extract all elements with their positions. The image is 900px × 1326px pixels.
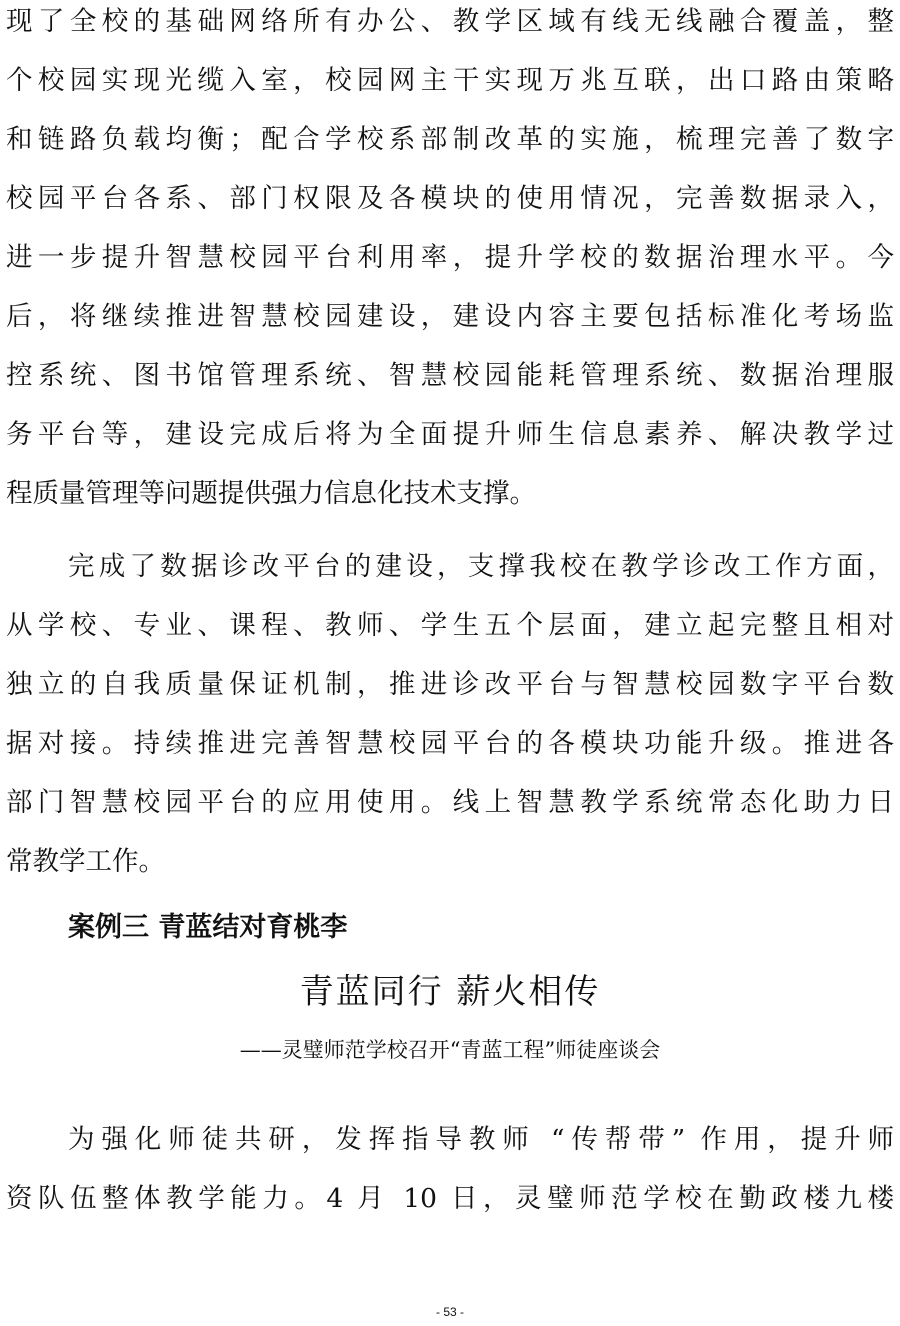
text-line: 进一步提升智慧校园平台利用率，提升学校的数据治理水平。今 bbox=[6, 242, 894, 273]
text-line: 个校园实现光缆入室，校园网主干实现万兆互联，出口路由策略 bbox=[6, 65, 894, 96]
text-line: 务平台等，建设完成后将为全面提升师生信息素养、解决教学过 bbox=[6, 419, 894, 450]
text-line: 后，将继续推进智慧校园建设，建设内容主要包括标准化考场监 bbox=[6, 301, 894, 332]
text-line: 程质量管理等问题提供强力信息化技术支撑。 bbox=[6, 478, 536, 509]
text-line: 现了全校的基础网络所有办公、教学区域有线无线融合覆盖，整 bbox=[6, 6, 894, 37]
text-line: 部门智慧校园平台的应用使用。线上智慧教学系统常态化助力日 bbox=[6, 787, 894, 818]
text-line: 据对接。持续推进完善智慧校园平台的各模块功能升级。推进各 bbox=[6, 728, 894, 759]
text-line: 常教学工作。 bbox=[6, 846, 165, 877]
text-line: 完成了数据诊改平台的建设，支撑我校在教学诊改工作方面， bbox=[68, 551, 894, 582]
text-line: 控系统、图书馆管理系统、智慧校园能耗管理系统、数据治理服 bbox=[6, 360, 894, 391]
page-number: - 53 - bbox=[435, 1305, 464, 1319]
text-line: 从学校、专业、课程、教师、学生五个层面，建立起完整且相对 bbox=[6, 610, 894, 641]
article-title: 青蓝同行 薪火相传 bbox=[299, 972, 601, 1012]
article-subtitle: ——灵璧师范学校召开“青蓝工程”师徒座谈会 bbox=[239, 1038, 661, 1062]
text-line: 为强化师徒共研，发挥指导教师 “传帮带” 作用，提升师 bbox=[68, 1124, 894, 1155]
case-heading: 案例三 青蓝结对育桃李 bbox=[68, 912, 348, 943]
text-line: 校园平台各系、部门权限及各模块的使用情况，完善数据录入， bbox=[6, 183, 894, 214]
text-line: 独立的自我质量保证机制，推进诊改平台与智慧校园数字平台数 bbox=[6, 669, 894, 700]
text-line: 资队伍整体教学能力。4 月 10 日，灵璧师范学校在勤政楼九楼 bbox=[6, 1183, 894, 1214]
text-line: 和链路负载均衡；配合学校系部制改革的实施，梳理完善了数字 bbox=[6, 124, 894, 155]
